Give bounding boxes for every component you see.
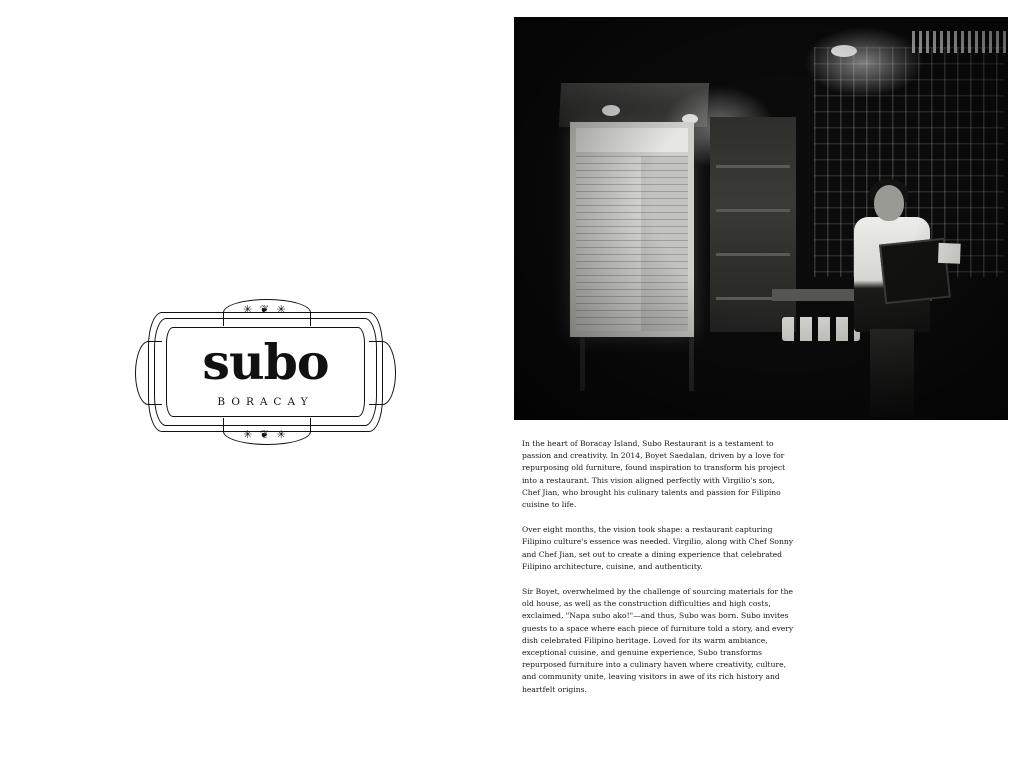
story-paragraph-2: Over eight months, the vision took shape: a restaurant capturing Filipino culture's essence was needed. Virgilio, along with Chef Sonny and Chef Jian, set out to create a dining experience that celebrated Filipino architecture, cuisine, and authenticity. [522,525,794,571]
logo-subtitle: BORACAY [217,396,314,408]
logo-flourish-bottom-icon: ✳ ❦ ✳ [243,428,288,441]
logo-wordmark: subo [202,333,329,391]
story-paragraph-1: In the heart of Boracay Island, Subo Restaurant is a testament to passion and creativity. In 2014, Boyet Saedalan, driven by a love for repurposing old furniture, found inspiration to transform his project into a restaurant. This vision aligned perfectly with Virgilio's son, Chef Jian, who brought his culinary talents and passion for Filipino cuisine to life. [522,439,786,510]
right-page [512,0,1024,768]
photo-vignette [514,17,1008,420]
photo-scene [514,17,1008,420]
subo-logo [148,303,383,441]
restaurant-photo [514,17,1008,420]
story-copy [522,438,794,696]
logo-flourish-top-icon: ✳ ❦ ✳ [243,303,288,316]
story-paragraph-3: Sir Boyet, overwhelmed by the challenge of sourcing materials for the old house, as well as the construction difficulties and high costs, exclaimed, "Napa subo ako!"—and thus, Subo was born. Subo invites guests to a space where each piece of furniture told a story, and every dish celebrated Filipino heritage. Loved for its warm ambiance, exceptional cuisine, and genuine experience, Subo transforms repurposed furniture into a culinary haven where creativity, culture, and community unite, leaving visitors in awe of its rich history and heartfelt origins. [522,587,794,694]
